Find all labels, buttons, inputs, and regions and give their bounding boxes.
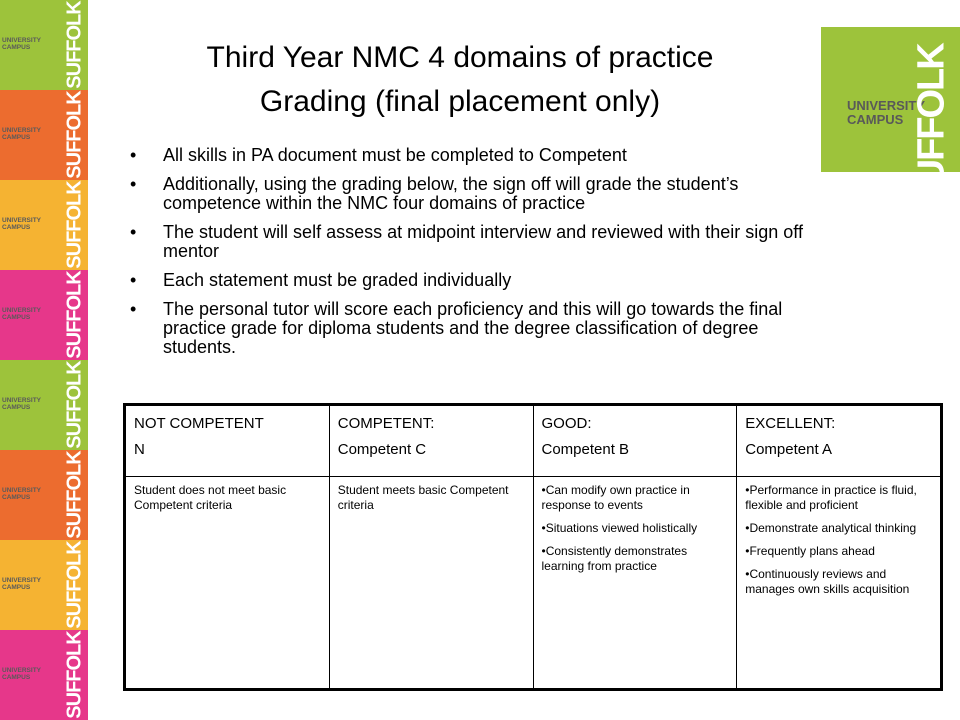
header-competent: COMPETENT: Competent C (329, 406, 533, 477)
brand-tile: UNIVERSITY CAMPUS SUFFOLK (0, 180, 88, 270)
bullet-dot: • (130, 270, 137, 290)
bullet-dot: • (130, 299, 137, 319)
brand-strip (0, 0, 88, 720)
cell-not-competent (126, 477, 330, 689)
criteria-item: •Performance in practice is fluid, flexible and proficient (745, 483, 917, 512)
university-logo: UNIVERSITY CAMPUS SUFFOLK (821, 27, 960, 172)
bullet-item: • The student will self assess at midpoint interview and reviewed with their sign off mentor (130, 222, 803, 261)
criteria-item: •Frequently plans ahead (745, 544, 875, 558)
cell-competent (329, 477, 533, 689)
table-header-row (126, 406, 941, 477)
brand-tile: UNIVERSITY CAMPUS SUFFOLK (0, 270, 88, 360)
brand-university-text: UNIVERSITY CAMPUS (2, 577, 42, 591)
table-row (126, 477, 941, 689)
slide-title-line2: Grading (final placement only) (259, 85, 661, 118)
criteria-item: •Situations viewed holistically (541, 521, 698, 535)
header-excellent: EXCELLENT: Competent A (737, 406, 941, 477)
bullet-dot: • (130, 222, 137, 242)
brand-university-text: UNIVERSITY CAMPUS (2, 37, 42, 51)
bullet-dot: • (130, 145, 137, 165)
bullet-item: • Additionally, using the grading below, the sign off will grade the student’s competence within the NMC four domains of practice (130, 174, 739, 213)
brand-tile: UNIVERSITY CAMPUS SUFFOLK (0, 360, 88, 450)
grading-table (123, 403, 943, 691)
criteria-text: Student does not meet basic Competent criteria (134, 483, 287, 512)
brand-university-text: UNIVERSITY CAMPUS (2, 217, 42, 231)
brand-tile: UNIVERSITY CAMPUS SUFFOLK (0, 90, 88, 180)
logo-university-text: UNIVERSITY CAMPUS (847, 98, 926, 127)
header-not-competent: NOT COMPETENT N (126, 406, 330, 477)
brand-tile: UNIVERSITY CAMPUS SUFFOLK (0, 630, 88, 720)
cell-excellent (737, 477, 941, 689)
brand-university-text: UNIVERSITY CAMPUS (2, 487, 42, 501)
bullet-item: • Each statement must be graded individually (130, 270, 512, 290)
criteria-text: Student meets basic Competent criteria (337, 483, 509, 512)
brand-tile: UNIVERSITY CAMPUS SUFFOLK (0, 450, 88, 540)
bullet-list (130, 146, 830, 367)
slide-title (100, 36, 820, 124)
bullet-item: • The personal tutor will score each proficiency and this will go towards the final practice grade for diploma students and the degree classification of degree students. (130, 299, 783, 357)
bullet-item: • All skills in PA document must be completed to Competent (130, 145, 627, 165)
cell-good (533, 477, 737, 689)
brand-university-text: UNIVERSITY CAMPUS (2, 667, 42, 681)
brand-university-text: UNIVERSITY CAMPUS (2, 397, 42, 411)
brand-tile: UNIVERSITY CAMPUS SUFFOLK (0, 0, 88, 90)
brand-university-text: UNIVERSITY CAMPUS (2, 127, 42, 141)
brand-university-text: UNIVERSITY CAMPUS (2, 307, 42, 321)
header-good: GOOD: Competent B (533, 406, 737, 477)
criteria-item: •Continuously reviews and manages own skills acquisition (745, 567, 910, 596)
brand-tile: UNIVERSITY CAMPUS SUFFOLK (0, 540, 88, 630)
criteria-item: •Can modify own practice in response to events (541, 483, 690, 512)
criteria-item: •Demonstrate analytical thinking (745, 521, 917, 535)
criteria-item: •Consistently demonstrates learning from practice (541, 544, 688, 573)
bullet-dot: • (130, 174, 137, 194)
slide-title-line1: Third Year NMC 4 domains of practice (206, 41, 714, 74)
